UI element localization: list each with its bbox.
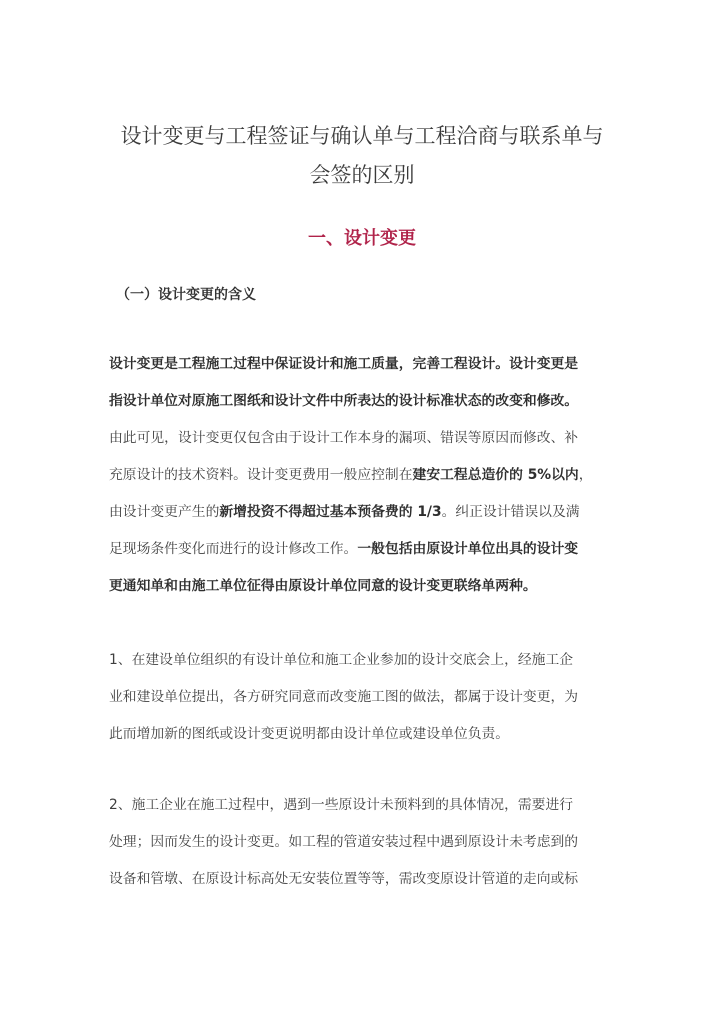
paragraph-1-line-5-text-c: 。纠正设计错误以及满 <box>441 504 580 520</box>
paragraph-1-line-6-text-a: 足现场条件变化而进行的设计修改工作。 <box>109 541 358 557</box>
document-title-line-1: 设计变更与工程签证与确认单与工程洽商与联系单与 <box>120 124 604 148</box>
paragraph-1-line-3: 由此可见，设计变更仅包含由于设计工作本身的漏项、错误等原因而修改、补 <box>109 430 579 446</box>
paragraph-1-line-1: 设计变更是工程施工过程中保证设计和施工质量，完善工程设计。设计变更是 <box>109 356 579 372</box>
paragraph-3-line-3: 设备和管墩、在原设计标高处无安装位置等等，需改变原设计管道的走向或标 <box>109 871 579 887</box>
paragraph-1-line-4-text-a: 充原设计的技术资料。设计变更费用一般应控制在 <box>109 467 413 483</box>
paragraph-1-line-5-text-a: 由设计变更产生的 <box>109 504 220 520</box>
paragraph-2-line-2: 业和建设单位提出，各方研究同意而改变施工图的做法，都属于设计变更，为 <box>109 689 579 705</box>
paragraph-1-line-4-text-c: ， <box>578 467 593 483</box>
paragraph-1-line-6 <box>109 537 614 561</box>
paragraph-3-line-2: 处理；因而发生的设计变更。如工程的管道安装过程中遇到原设计未考虑到的 <box>109 834 579 850</box>
paragraph-1-line-7: 更通知单和由施工单位征得由原设计单位同意的设计变更联络单两种。 <box>109 578 537 594</box>
subsection-heading-meaning: （一）设计变更的含义 <box>116 287 256 303</box>
document-title-line-2: 会签的区别 <box>309 163 415 187</box>
paragraph-2-line-3: 此而增加新的图纸或设计变更说明都由设计单位或建设单位负责。 <box>109 726 510 742</box>
section-heading-design-change: 一、设计变更 <box>308 228 416 249</box>
paragraph-2-line-1: 1、在建设单位组织的有设计单位和施工企业参加的设计交底会上，经施工企 <box>109 652 574 668</box>
paragraph-1-line-5-emphasis: 新增投资不得超过基本预备费的 1/3 <box>219 504 442 520</box>
paragraph-1-line-4-emphasis: 建安工程总造价的 5%以内 <box>412 467 579 483</box>
paragraph-1-line-4 <box>109 463 614 487</box>
paragraph-1-line-6-emphasis: 一般包括由原设计单位出具的设计变 <box>357 541 579 557</box>
paragraph-1-line-2: 指设计单位对原施工图纸和设计文件中所表达的设计标准状态的改变和修改。 <box>109 393 579 409</box>
paragraph-3-line-1: 2、施工企业在施工过程中，遇到一些原设计未预料到的具体情况，需要进行 <box>109 797 574 813</box>
paragraph-1-line-5 <box>109 500 614 524</box>
